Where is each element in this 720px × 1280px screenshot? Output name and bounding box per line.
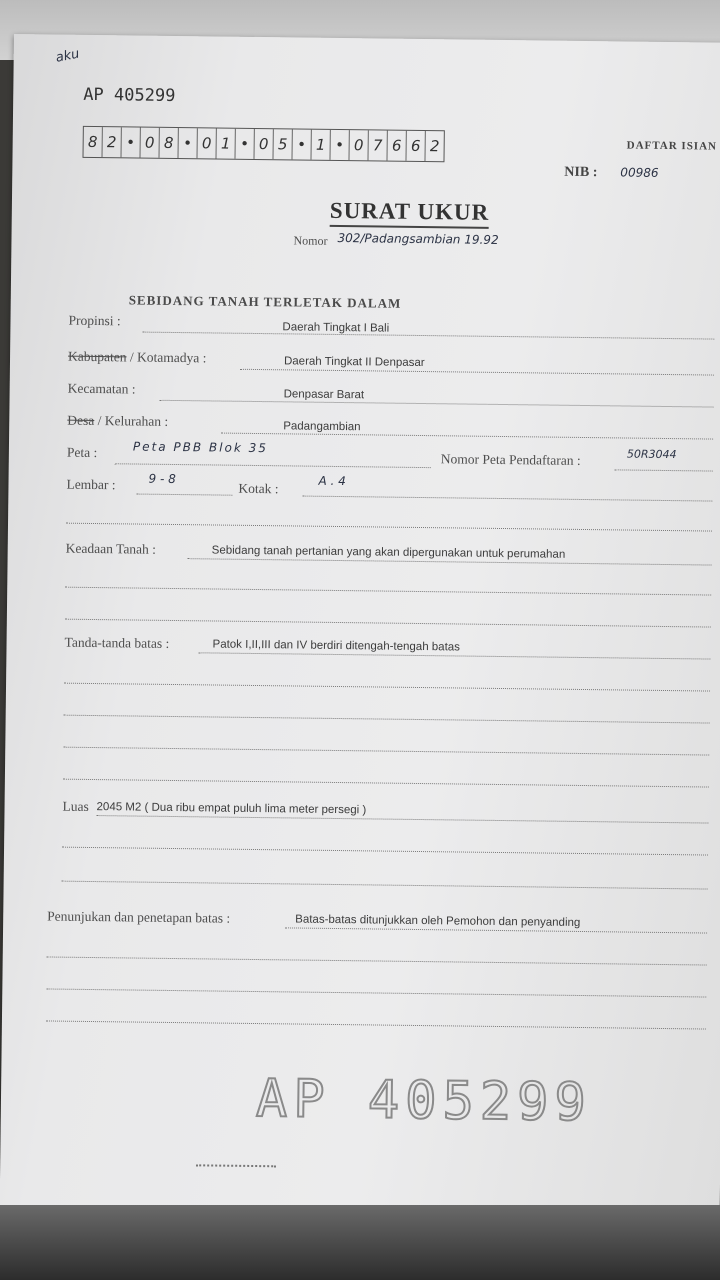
serial-box: 6	[387, 131, 406, 161]
kabupaten-struck-label: Kabupaten	[67, 348, 127, 365]
tanda-batas-label: Tanda-tanda batas :	[64, 634, 170, 651]
keadaan-tanah-value: Sebidang tanah pertanian yang akan dipergunakan untuk perumahan	[211, 544, 566, 561]
kelurahan-value: Padangambian	[283, 420, 361, 434]
kotak-label: Kotak :	[238, 480, 279, 497]
blank-dotted-line	[66, 523, 712, 532]
serial-box: 6	[406, 131, 425, 161]
luas-value: 2045 M2 ( Dua ribu empat puluh lima meter persegi )	[96, 801, 367, 817]
keadaan-dotted-line-2	[65, 587, 711, 596]
kecamatan-label: Kecamatan :	[67, 380, 136, 397]
keadaan-dotted-line-3	[65, 619, 711, 628]
kotak-dotted-line	[302, 496, 712, 502]
penunjukan-dotted-line-3	[46, 988, 706, 997]
serial-box: •	[235, 129, 254, 159]
serial-box: 0	[140, 128, 159, 158]
section-heading: SEBIDANG TANAH TERLETAK DALAM	[128, 292, 402, 311]
corner-handwritten-mark: aku	[54, 46, 81, 66]
daftar-isian-label: DAFTAR ISIAN	[626, 139, 718, 153]
smudge-mark	[196, 1164, 276, 1169]
serial-box: 0	[197, 128, 216, 158]
serial-box: 2	[103, 127, 122, 157]
kotamadya-dotted-line	[240, 369, 714, 376]
kotak-value: A . 4	[318, 473, 346, 489]
tanda-dotted-line-5	[63, 779, 709, 788]
serial-box: 1	[216, 128, 235, 158]
serial-box: •	[330, 130, 349, 160]
serial-box: 8	[84, 127, 103, 157]
nomor-peta-dotted-line	[615, 469, 713, 471]
serial-box: 1	[311, 130, 330, 160]
kelurahan-label-text: / Kelurahan :	[97, 413, 169, 429]
lembar-value: 9 - 8	[148, 471, 176, 487]
nomor-peta-label: Nomor Peta Pendaftaran :	[440, 451, 581, 468]
penunjukan-dotted-line-2	[47, 956, 707, 965]
nomor-label: Nomor	[293, 233, 328, 248]
luas-dotted-line	[96, 815, 708, 823]
propinsi-label: Propinsi :	[68, 312, 121, 329]
peta-dotted-line	[115, 463, 431, 468]
luas-dotted-line-3	[62, 881, 708, 890]
kecamatan-value: Denpasar Barat	[283, 388, 365, 402]
penunjukan-dotted-line	[285, 927, 707, 933]
kotamadya-value: Daerah Tingkat II Denpasar	[283, 355, 425, 370]
serial-box: 5	[273, 129, 292, 159]
serial-box: 7	[368, 130, 387, 160]
serial-box: •	[178, 128, 197, 158]
kelurahan-label	[67, 413, 168, 430]
nib-label: NIB :	[564, 164, 598, 181]
lembar-dotted-line	[136, 494, 232, 496]
table-surface	[0, 1205, 720, 1280]
serial-number-boxes	[82, 126, 444, 162]
lembar-label: Lembar :	[66, 476, 116, 493]
tanda-dotted-line-4	[63, 747, 709, 756]
tanda-dotted-line-2	[64, 683, 710, 692]
nomor-value: 302/Padangsambian 19.92	[337, 230, 499, 247]
kotamadya-label	[68, 349, 207, 367]
luas-dotted-line-2	[62, 847, 708, 856]
tanda-dotted-line-3	[64, 715, 710, 724]
luas-label: Luas	[62, 798, 89, 814]
serial-box: 2	[429, 137, 440, 156]
keadaan-tanah-label: Keadaan Tanah :	[65, 540, 157, 557]
penunjukan-value: Batas-batas ditunjukkan oleh Pemohon dan penyanding	[295, 913, 581, 929]
penunjukan-dotted-line-4	[46, 1020, 706, 1029]
peta-label: Peta :	[66, 444, 98, 461]
serial-box: 8	[159, 128, 178, 158]
nib-value: 00986	[620, 165, 659, 180]
tanda-batas-value: Patok I,II,III dan IV berdiri ditengah-tengah batas	[212, 638, 461, 654]
nomor-peta-value: 50R3044	[626, 447, 677, 462]
document-page	[0, 34, 720, 1223]
kecamatan-dotted-line	[160, 400, 714, 408]
penunjukan-label: Penunjukan dan penetapan batas :	[47, 908, 231, 926]
serial-box: •	[122, 127, 141, 157]
propinsi-dotted-line	[142, 332, 714, 340]
perforated-serial-stamp: AP 405299	[255, 1069, 593, 1134]
propinsi-value: Daerah Tingkat I Bali	[282, 321, 390, 335]
peta-value: Peta PBB Blok 35	[132, 439, 268, 456]
kelurahan-dotted-line	[221, 433, 713, 440]
serial-box: 0	[254, 129, 273, 159]
desa-struck-label: Desa	[67, 412, 95, 429]
serial-box: 0	[349, 130, 368, 160]
serial-box: •	[292, 129, 311, 159]
document-title: SURAT UKUR	[330, 198, 490, 229]
kotamadya-label-text: / Kotamadya :	[129, 349, 207, 366]
ap-number: AP 405299	[83, 84, 176, 106]
